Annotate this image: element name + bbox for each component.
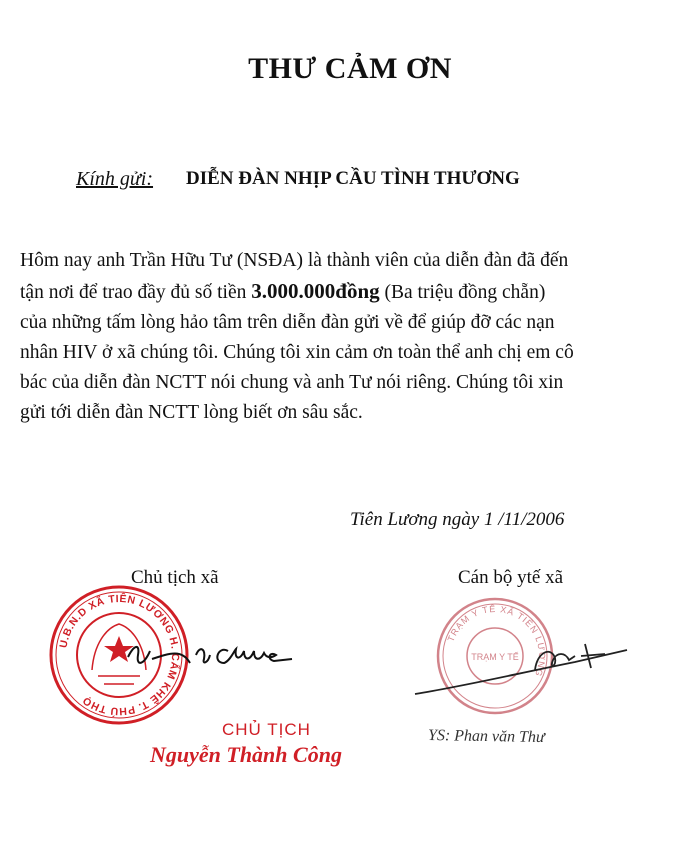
right-signatory-role: Cán bộ ytế xã	[458, 567, 564, 588]
body-line-2-pre: tận nơi để trao đầy đủ số tiền	[20, 282, 252, 303]
seal-center-text: TRẠM Y TẾ	[471, 652, 519, 662]
letter-body	[20, 246, 680, 428]
donation-amount: 3.000.000đồng	[251, 279, 380, 303]
dateline: Tiên Lương ngày 1 /11/2006	[350, 509, 565, 530]
letter-title: THƯ CẢM ƠN	[248, 52, 452, 85]
body-line-4: nhân HIV ở xã chúng tôi. Chúng tôi xin cảm ơn toàn thể anh chị em cô	[20, 342, 574, 363]
body-line-5: bác của diễn đàn NCTT nói chung và anh Tư nói riêng. Chúng tôi xin	[20, 372, 564, 393]
stamped-title: CHỦ TỊCH	[222, 720, 311, 739]
body-line-2	[20, 276, 680, 308]
body-line-2-post: (Ba triệu đồng chẵn)	[379, 282, 546, 303]
seal-ring-text: U.B.N.D XÃ TIÊN LƯƠNG H. CẨM KHÊ T. PHÚ THỌ	[57, 592, 182, 718]
recipient-label: Kính gửi:	[76, 168, 154, 190]
left-signature-icon	[110, 615, 300, 680]
left-signatory-role: Chủ tịch xã	[131, 567, 219, 588]
recipient-name: DIỄN ĐÀN NHỊP CẦU TÌNH THƯƠNG	[186, 168, 520, 189]
stamped-name: Nguyễn Thành Công	[150, 742, 342, 767]
recipient-line	[76, 168, 520, 191]
seal-ring-text-right: TRẠM Y TẾ XÃ TIÊN LƯƠNG	[445, 603, 548, 679]
right-signature-icon	[405, 630, 635, 700]
body-line-3: của những tấm lòng hảo tâm trên diễn đàn gửi về để giúp đỡ các nạn	[20, 312, 555, 333]
handwritten-name: YS: Phan văn Thư	[427, 726, 545, 747]
body-line-1: Hôm nay anh Trần Hữu Tư (NSĐA) là thành viên của diễn đàn đã đến	[20, 250, 569, 271]
body-line-6: gửi tới diễn đàn NCTT lòng biết ơn sâu sắc.	[20, 402, 363, 423]
